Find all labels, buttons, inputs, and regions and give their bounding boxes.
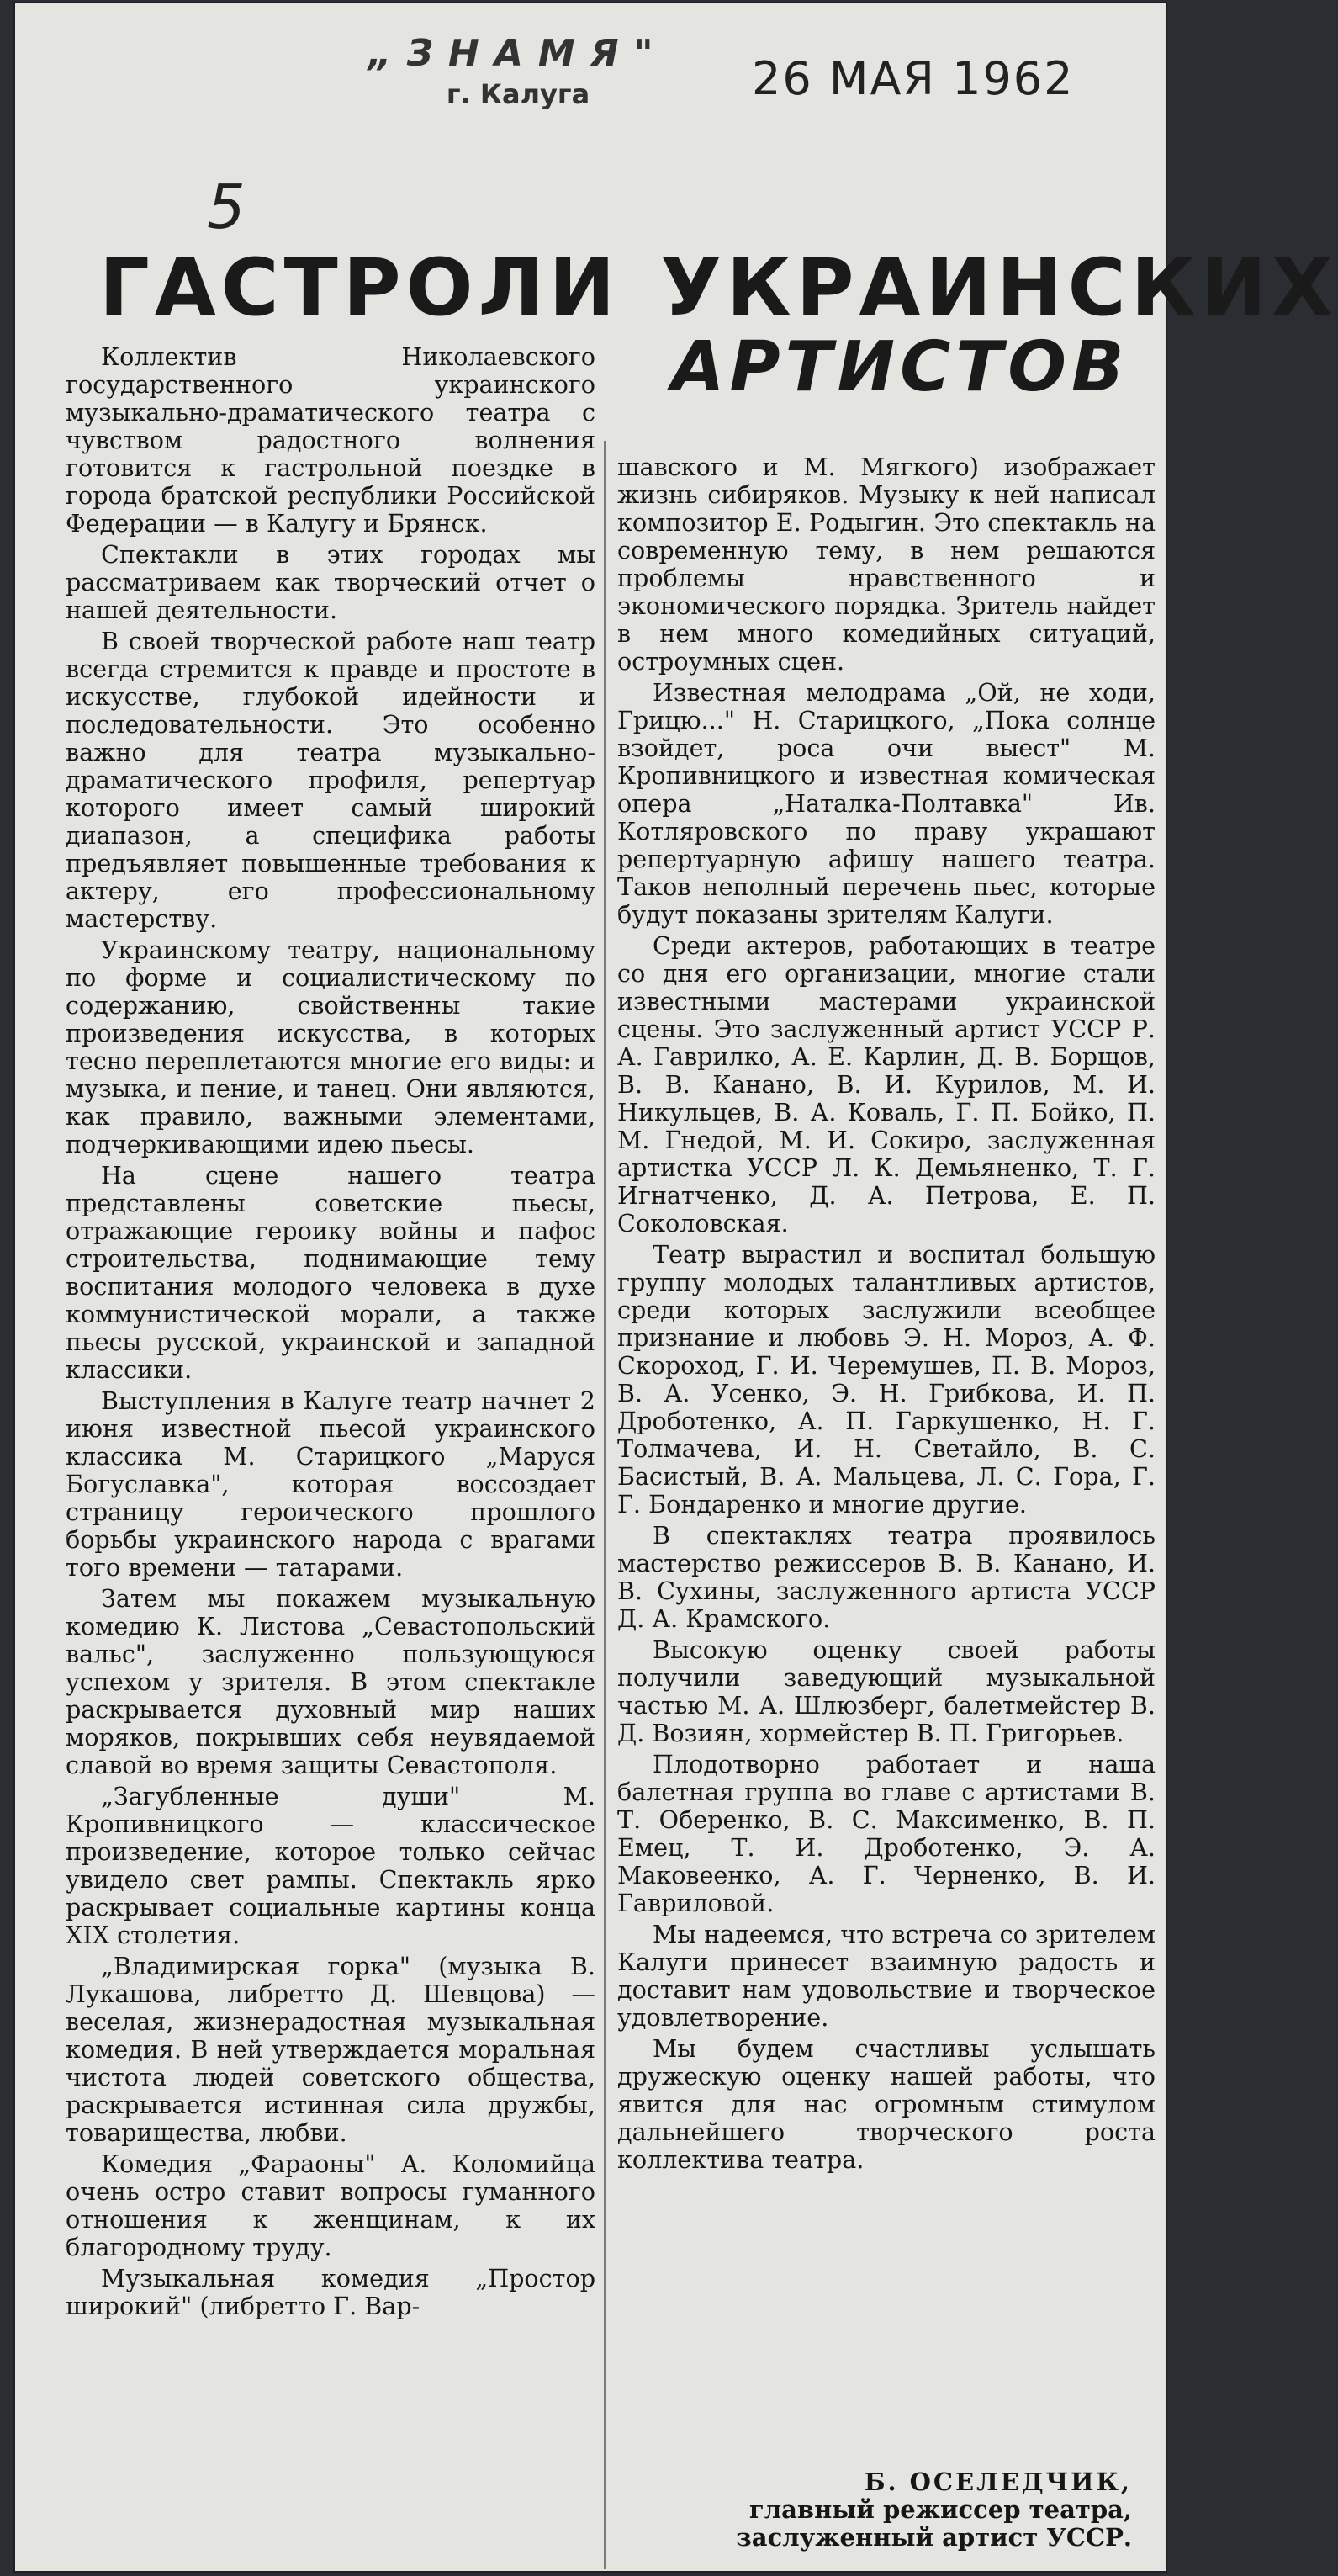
headline-word-1: ГАСТРОЛИ <box>99 242 621 334</box>
paragraph: Мы будем счастливы услышать дружескую оценку нашей работы, что явится для нас огромным стимулом дальнейшего творческого роста коллектива театра. <box>617 2034 1156 2174</box>
paragraph: В спектаклях театра проявилось мастерство режиссеров В. В. Канано, И. В. Сухины, заслуженного артиста УССР Д. А. Крамского. <box>617 1521 1156 1633</box>
paragraph: На сцене нашего театра представлены советские пьесы, отражающие героику войны и пафос строительства, поднимающие тему воспитания молодого человека в духе коммунистической морали, а также пьесы русской, украинской и западной классики. <box>66 1161 595 1384</box>
paragraph: шавского и М. Мягкого) изображает жизнь сибиряков. Музыку к ней написал композитор Е. Родыгин. Это спектакль на современную тему, в нем решаются проблемы нравственного и экономического порядка. Зритель найдет в нем много комедийных ситуаций, остроумных сцен. <box>617 453 1156 676</box>
paragraph: В своей творческой работе наш театр всегда стремится к правде и простоте в искусстве, глубокой идейности и последовательности. Это особенно важно для театра музыкально-драматического профиля, репертуар которого имеет самый широкий диапазон, а специфика работы предъявляет повышенные требования к актеру, его профессиональному мастерству. <box>66 627 595 933</box>
author-role: главный режиссер театра, <box>748 2495 1132 2524</box>
paragraph: Среди актеров, работающих в театре со дня его организации, многие стали известными мастерами украинской сцены. Это заслуженный артист УССР Р. А. Гаврилко, А. Е. Карлин, Д. В. Борщов, В. В. Канано, В. И. Курилов, М. И. Никульцев, В. А. Коваль, Г. П. Бойко, П. М. Гнедой, М. И. Сокиро, заслуженная артистка УССР Л. К. Демьяненко, Т. Г. Игнатченко, Д. А. Петрова, Е. П. Соколовская. <box>617 931 1156 1238</box>
paragraph: Мы надеемся, что встреча со зрителем Калуги принесет взаимную радость и доставит нам удовольствие и творческое удовлетворение. <box>617 1920 1156 2032</box>
date-stamp: 26 МАЯ 1962 <box>752 52 1075 105</box>
paragraph: Известная мелодрама „Ой, не ходи, Грицю..." Н. Старицкого, „Пока солнце взойдет, роса очи выест" М. Кропивницкого и известная комическая опера „Наталка-Полтавка" Ив. Котляровского по праву украшают репертуарную афишу нашего театра. Таков неполный перечень пьес, которые будут показаны зрителям Калуги. <box>617 678 1156 929</box>
paragraph: Коллектив Николаевского государственного украинского музыкально-драматического театра с чувством радостного волнения готовится к гастрольной поездке в города братской республики Российской Федерации — в Калугу и Брянск. <box>66 342 595 538</box>
paragraph: Украинскому театру, национальному по форме и социалистическому по содержанию, свойственны такие произведения искусства, в которых тесно переплетаются многие его виды: и музыка, и пение, и танец. Они являются, как правило, важными элементами, подчеркивающими идею пьесы. <box>66 936 595 1158</box>
paragraph: Затем мы покажем музыкальную комедию К. Листова „Севастопольский вальс", заслуженно пользующуюся успехом у зрителя. В этом спектакле раскрывается духовный мир наших моряков, покрывших себя неувядаемой славой во время защиты Севастополя. <box>66 1584 595 1779</box>
paragraph: Высокую оценку своей работы получили заведующий музыкальной частью М. А. Шлюзберг, балетмейстер В. Д. Возиян, хормейстер В. П. Григорьев. <box>617 1635 1156 1747</box>
author-title: заслуженный артист УССР. <box>736 2523 1132 2552</box>
paragraph: Плодотворно работает и наша балетная группа во главе с артистами В. Т. Оберенко, В. С. Максименко, В. П. Емец, Т. И. Дроботенко, Э. А. Маковеенко, А. Г. Черненко, В. И. Гавриловой. <box>617 1750 1156 1917</box>
newspaper-clipping <box>15 3 1338 2571</box>
paragraph: „Владимирская горка" (музыка В. Лукашова, либретто Д. Шевцова) — веселая, жизнерадостная музыкальная комедия. В ней утверждается моральная чистота людей советского общества, раскрывается истинная сила дружбы, товарищества, любви. <box>66 1952 595 2147</box>
headline-line-2: АРТИСТОВ <box>671 327 1129 407</box>
paragraph: Музыкальная комедия „Простор широкий" (либретто Г. Вар- <box>66 2264 595 2320</box>
newspaper-name: „ЗНАМЯ" <box>368 32 669 75</box>
handwritten-number: 5 <box>207 172 246 242</box>
paragraph: Выступления в Калуге театр начнет 2 июня известной пьесой украинского классика М. Старицкого „Маруся Богуславка", которая воссоздает страницу героического прошлого борьбы украинского народа с врагами того времени — татарами. <box>66 1386 595 1582</box>
article-column-left <box>66 343 595 2324</box>
masthead <box>341 32 695 110</box>
signature-block <box>661 2468 1132 2552</box>
column-divider <box>604 441 606 2569</box>
author-name: Б. ОСЕЛЕДЧИК, <box>864 2467 1132 2496</box>
article-column-right <box>617 453 1156 2177</box>
paragraph: „Загубленные души" М. Кропивницкого — классическое произведение, которое только сейчас увидело свет рампы. Спектакль ярко раскрывает социальные картины конца XIX столетия. <box>66 1782 595 1949</box>
paragraph: Комедия „Фараоны" А. Коломийца очень остро ставит вопросы гуманного отношения к женщинам, к их благородному труду. <box>66 2149 595 2261</box>
paragraph: Спектакли в этих городах мы рассматриваем как творческий отчет о нашей деятельности. <box>66 540 595 624</box>
newspaper-city: г. Калуга <box>446 78 590 110</box>
paragraph: Театр вырастил и воспитал большую группу молодых талантливых артистов, среди которых заслужили всеобщее признание и любовь Э. Н. Мороз, А. Ф. Скороход, Г. И. Черемушев, П. В. Мороз, В. А. Усенко, Э. Н. Грибкова, И. П. Дроботенко, А. П. Гаркушенко, Н. Г. Толмачева, И. Н. Светайло, В. С. Басистый, В. А. Мальцева, Л. С. Гора, Г. Г. Бондаренко и многие другие. <box>617 1240 1156 1519</box>
headline-word-2: УКРАИНСКИХ <box>660 242 1338 334</box>
headline-line-1 <box>99 242 1338 334</box>
